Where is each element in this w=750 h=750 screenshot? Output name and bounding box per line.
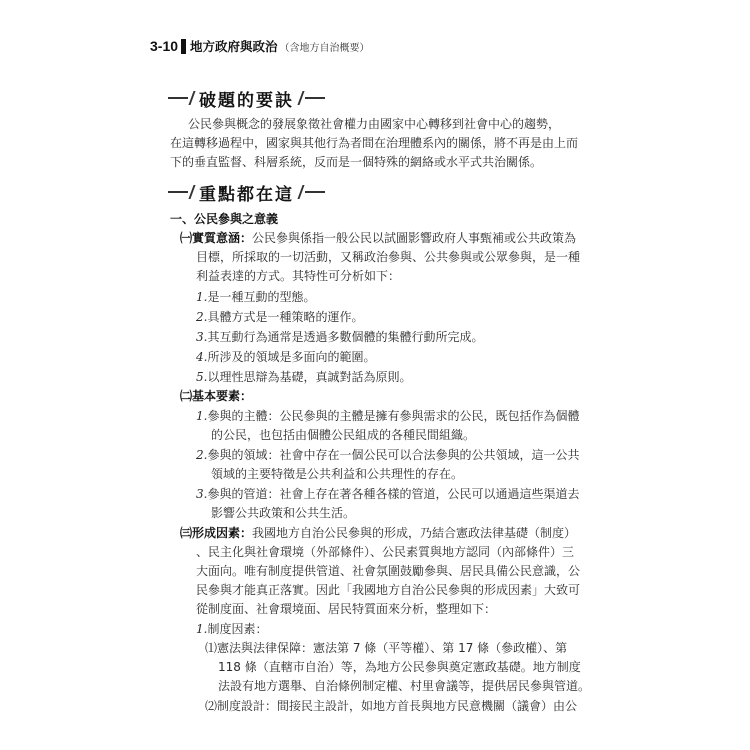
section-heading-keypoints xyxy=(168,180,325,204)
list-number: 5. xyxy=(196,370,208,384)
subsection-1-first-line xyxy=(180,229,576,247)
list-text: 以理性思辯為基礎，真誠對話為原則。 xyxy=(207,370,412,384)
list-continuation: 的公民，也包括由個體公民組成的各種民間組織。 xyxy=(211,428,476,442)
list-item xyxy=(196,288,315,306)
list-number: 1. xyxy=(196,409,208,423)
heading-tick-right xyxy=(297,91,304,105)
heading-rule-left xyxy=(168,191,188,193)
list-text: 是一種互動的型態。 xyxy=(207,290,316,304)
sub-list-continuation: 法設有地方選舉、自治條例制定權、村里會議等，提供居民參與管道。 xyxy=(218,679,591,693)
heading-tick-left xyxy=(188,185,195,199)
list-number: 1. xyxy=(196,622,208,636)
sub-list-item xyxy=(205,639,567,657)
sub-list-continuation: 118 條（直轄市自治）等，為地方公民參與奠定憲政基礎。地方制度 xyxy=(218,660,581,674)
section-title: 重點都在這 xyxy=(199,184,294,205)
list-item xyxy=(196,348,375,366)
item-title: 一、公民參與之意義 xyxy=(170,212,279,226)
list-number: 1. xyxy=(196,290,208,304)
list-item xyxy=(196,485,579,503)
subsection-text: 我國地方自治公民參與的形成，乃結合憲政法律基礎（制度） xyxy=(252,526,577,540)
page-number: 3-10 xyxy=(150,38,179,54)
heading-rule-right xyxy=(305,97,325,99)
paragraph-line: 、民主化與社會環境（外部條件）、公民素質與地方認同（內部條件）三 xyxy=(196,545,575,559)
heading-tick-right xyxy=(297,185,304,199)
subsection-3-first-line xyxy=(180,524,576,542)
list-text: 所涉及的領域是多面向的範圍。 xyxy=(207,350,376,364)
sub-list-item xyxy=(205,697,577,715)
list-text: 參與的管道：社會上存在著各種各樣的管道，公民可以通過這些渠道去 xyxy=(207,487,580,501)
sub-list-text: 憲法與法律保障：憲法第 7 條（平等權）、第 17 條（參政權）、第 xyxy=(217,641,568,655)
list-item xyxy=(196,308,363,326)
list-number: 2. xyxy=(196,448,208,462)
list-continuation: 領域的主要特徵是公共利益和公共理性的存在。 xyxy=(211,467,464,481)
header-divider-bar xyxy=(181,39,186,54)
sub-list-number: ⑴ xyxy=(205,641,218,655)
paragraph-line: 從制度面、社會環境面、居民特質面來分析，整理如下： xyxy=(196,602,497,616)
subsection-label: ㈡基本要素： xyxy=(180,389,253,403)
paragraph-line: 大面向。唯有制度提供管道、社會氛圍鼓勵參與、居民具備公民意識，公 xyxy=(196,564,581,578)
section-title: 破題的要訣 xyxy=(199,90,294,111)
paragraph-line: 下的垂直監督、科層系統，反而是一個特殊的網絡或水平式共治關係。 xyxy=(170,155,543,169)
list-number: 2. xyxy=(196,310,208,324)
list-text: 制度因素： xyxy=(207,622,268,636)
paragraph-line: 目標，所採取的一切活動，又稱政治參與、公共參與或公眾參與，是一種 xyxy=(196,250,581,264)
paragraph-line: 在這轉移過程中，國家與其他行為者間在治理體系內的關係，將不再是由上而 xyxy=(170,136,579,150)
running-header xyxy=(150,38,370,54)
list-number: 4. xyxy=(196,350,208,364)
list-text: 參與的主體：公民參與的主體是擁有參與需求的公民，既包括作為個體 xyxy=(207,409,580,423)
list-text: 參與的領域：社會中存在一個公民可以合法參與的公共領域，這一公共 xyxy=(207,448,580,462)
subsection-label: ㈢形成因素： xyxy=(180,526,253,540)
list-item xyxy=(196,407,579,425)
heading-rule-right xyxy=(305,191,325,193)
list-continuation: 影響公共政策和公共生活。 xyxy=(211,506,356,520)
list-item xyxy=(196,328,483,346)
subsection-label: ㈠實質意涵： xyxy=(180,231,253,245)
subsection-text: 公民參與係指一般公民以試圖影響政府人事甄補或公共政策為 xyxy=(252,231,577,245)
heading-rule-left xyxy=(168,97,188,99)
paragraph-line: 公民參與概念的發展象徵社會權力由國家中心轉移到社會中心的趨勢， xyxy=(188,117,561,131)
list-text: 具體方式是一種策略的運作。 xyxy=(207,310,364,324)
chapter-title: 地方政府與政治 xyxy=(190,39,278,54)
paragraph-line: 民參與才能真正落實。因此「我國地方自治公民參與的形成因素」大致可 xyxy=(196,583,581,597)
list-item xyxy=(196,620,267,638)
heading-tick-left xyxy=(188,91,195,105)
sub-list-number: ⑵ xyxy=(205,699,218,713)
list-number: 3. xyxy=(196,330,208,344)
sub-list-text: 制度設計：間接民主設計，如地方首長與地方民意機關（議會）由公 xyxy=(217,699,578,713)
list-text: 其互動行為通常是透過多數個體的集體行動所完成。 xyxy=(207,330,484,344)
paragraph-line: 利益表達的方式。其特性可分析如下： xyxy=(196,269,401,283)
list-item xyxy=(196,368,411,386)
list-item xyxy=(196,446,579,464)
section-heading-tips xyxy=(168,86,325,110)
chapter-subtitle: （含地方自治概要） xyxy=(279,42,370,54)
list-number: 3. xyxy=(196,487,208,501)
